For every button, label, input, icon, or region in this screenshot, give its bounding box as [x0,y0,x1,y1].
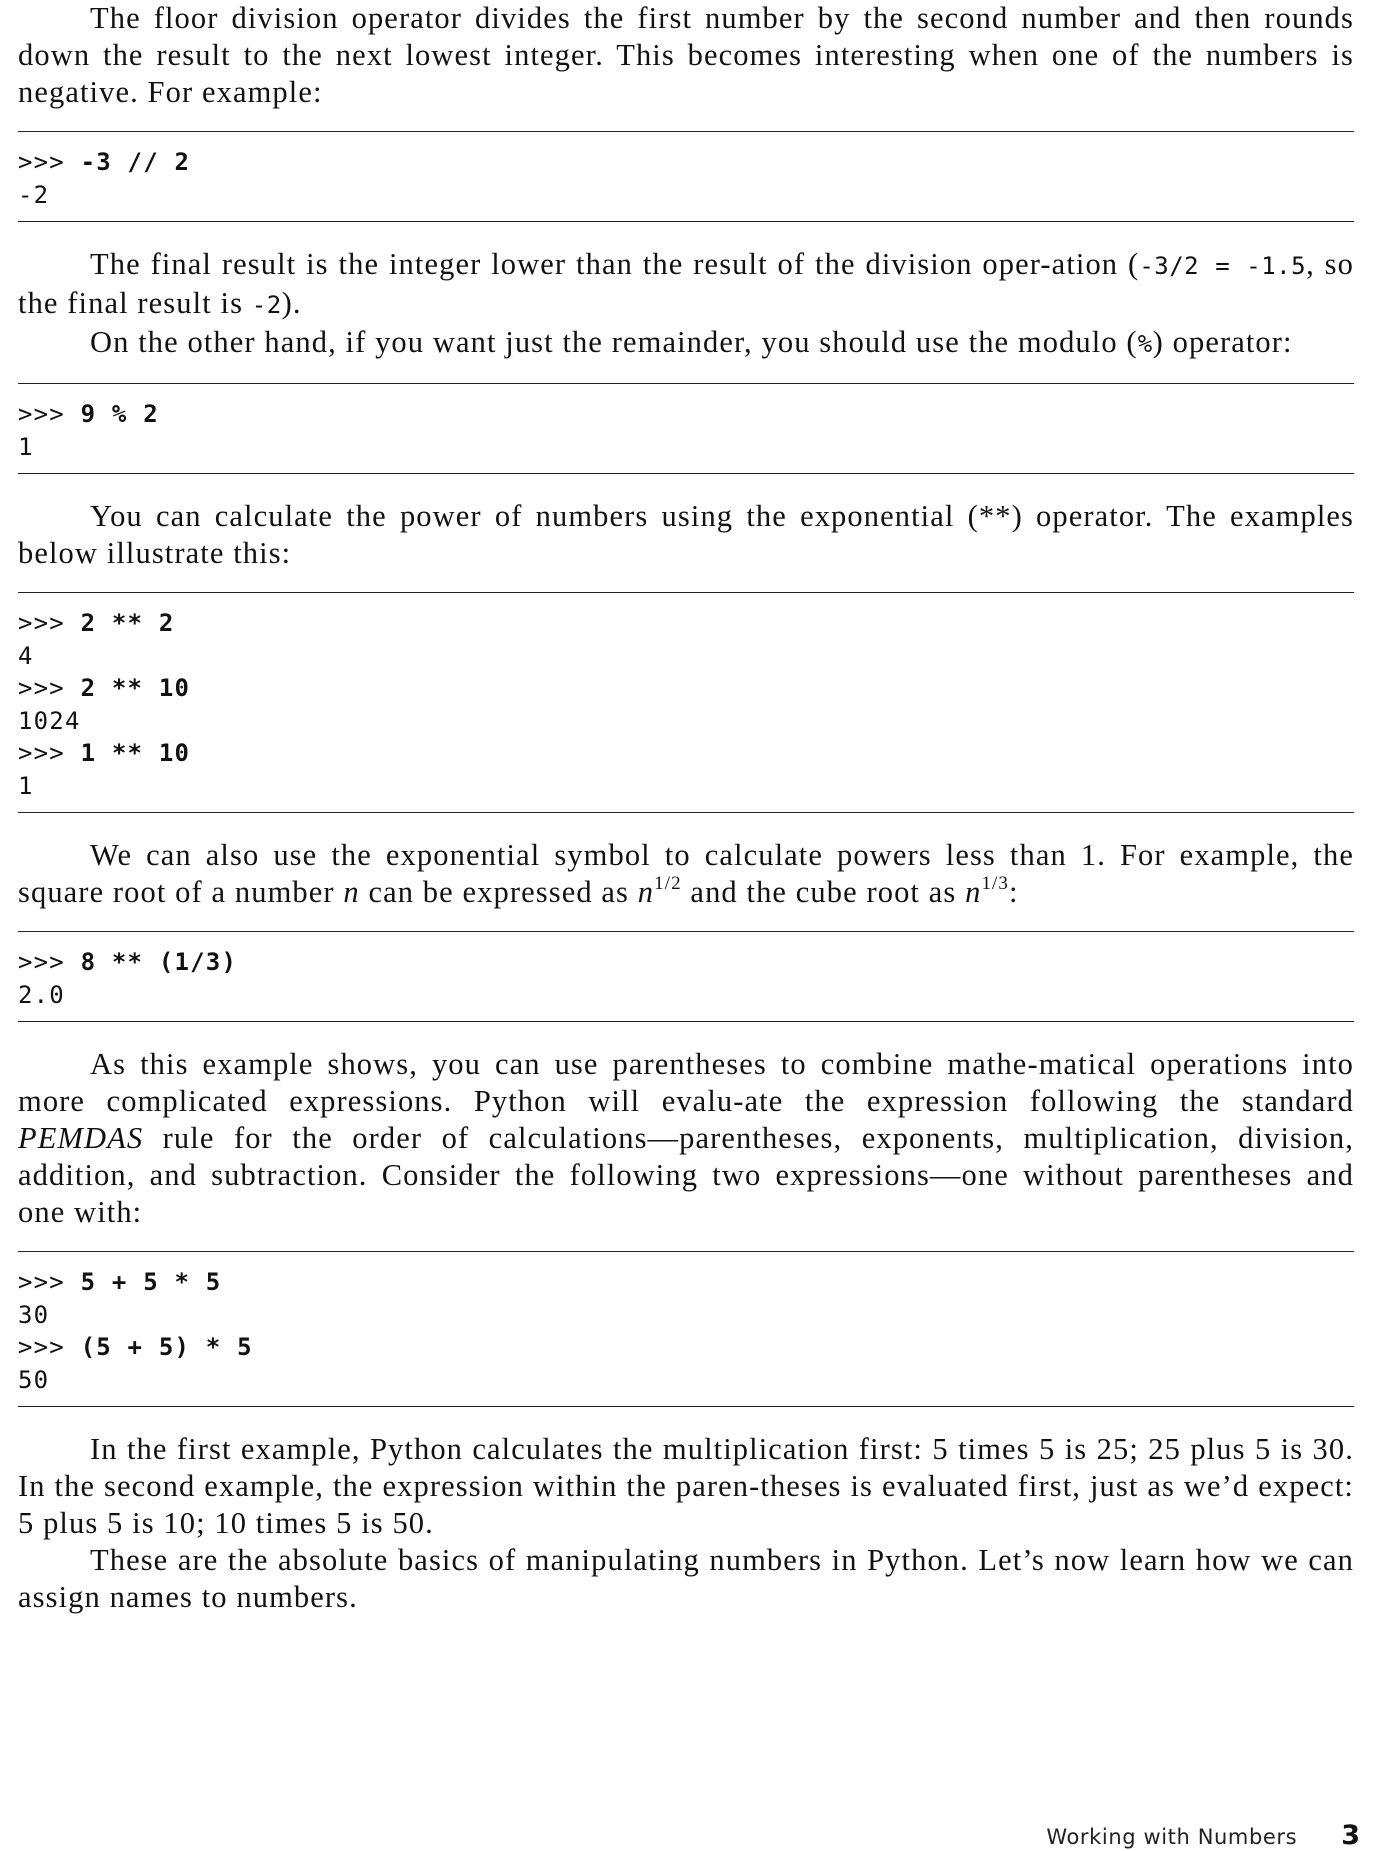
paragraph-roots [18,837,1354,911]
code-block-exponential [18,592,1354,813]
code-prompt: >>> [18,1333,65,1361]
text-span: rule for the order of calculations—parentheses, exponents, multiplication, division, addition, and subtraction. Consider the following two expressions—one without parentheses and one with: [18,1121,1354,1229]
code-output: 1 [18,771,34,800]
code-line [18,672,1354,705]
code-output: 2.0 [18,980,65,1009]
inline-code: -2 [251,291,282,319]
code-output: 30 [18,1300,50,1329]
code-command: 1 ** 10 [80,739,191,767]
inline-code: -3/2 = -1.5 [1139,252,1307,280]
running-footer-title: Working with Numbers [1046,1825,1298,1849]
text-span: , so the final result is [18,247,1355,320]
paragraph-pemdas [18,1046,1354,1231]
code-command: 5 + 5 * 5 [80,1268,222,1296]
code-block-modulo [18,383,1354,474]
text-span: ) operator: [1152,325,1293,359]
paragraph-modulo [18,324,1354,363]
text-span: The final result is the integer lower than the result of the division oper-ation ( [90,247,1140,281]
code-command: 9 % 2 [80,400,159,428]
code-prompt: >>> [18,609,65,637]
paragraph-exponential: You can calculate the power of numbers using the exponential (**) operator. The examples below illustrate this: [18,499,1354,570]
code-output: 1024 [18,706,81,735]
text-span: ). [281,286,302,320]
code-line [18,946,1354,979]
inline-code: % [1137,330,1153,358]
text-span: and the cube root as [681,875,966,909]
code-prompt: >>> [18,148,65,176]
code-line [18,146,1354,179]
page-footer [1030,1820,1360,1851]
code-output: -2 [18,180,50,209]
code-command: (5 + 5) * 5 [80,1333,253,1361]
code-prompt: >>> [18,739,65,767]
code-block-parentheses [18,1251,1354,1407]
code-output: 1 [18,432,34,461]
math-exponent: 1/2 [654,872,682,894]
code-output: 50 [18,1365,50,1394]
code-block-cube-root [18,931,1354,1022]
code-line [18,1331,1354,1364]
code-prompt: >>> [18,674,65,702]
page-body [18,0,1354,1616]
page-number: 3 [1341,1820,1360,1851]
text-span: We can also use the exponential symbol to calculate powers less than 1. For example, the square root of a number [18,838,1354,909]
code-command: 2 ** 10 [80,674,191,702]
code-line [18,737,1354,770]
paragraph-conclusion: These are the absolute basics of manipulating numbers in Python. Let’s now learn how we can assign names to numbers. [18,1543,1354,1614]
paragraph-final-result [18,246,1354,324]
math-exponent: 1/3 [981,872,1010,894]
paragraph-floor-division: The floor division operator divides the first number by the second number and then rounds down the result to the next lowest integer. This becomes interesting when one of the numbers is negative. For example: [18,1,1354,109]
math-variable: n [637,875,655,909]
code-command: 8 ** (1/3) [80,948,238,976]
text-span: As this example shows, you can use parentheses to combine mathe-matical operations into more complicated expressions. Python will evalu-ate the expression following the standard [18,1047,1354,1118]
paragraph-evaluation-order: In the first example, Python calculates the multiplication first: 5 times 5 is 25; 25 plus 5 is 30. In the second example, the expression within the paren-theses is evaluated first, just as we’d expect: 5 plus 5 is 10; 10 times 5 is 50. [18,1432,1354,1540]
emphasis: PEMDAS [18,1121,144,1155]
math-variable: n [343,875,360,909]
code-prompt: >>> [18,400,65,428]
code-line [18,1266,1354,1299]
text-span: : [1009,875,1019,909]
code-prompt: >>> [18,1268,65,1296]
code-output: 4 [18,641,34,670]
code-block-floor-division [18,131,1354,222]
text-span: On the other hand, if you want just the remainder, you should use the modulo ( [90,325,1138,359]
code-command: 2 ** 2 [80,609,175,637]
text-span: can be expressed as [359,875,638,909]
code-line [18,398,1354,431]
code-prompt: >>> [18,948,65,976]
math-variable: n [965,875,982,909]
code-line [18,607,1354,640]
code-command: -3 // 2 [80,148,191,176]
